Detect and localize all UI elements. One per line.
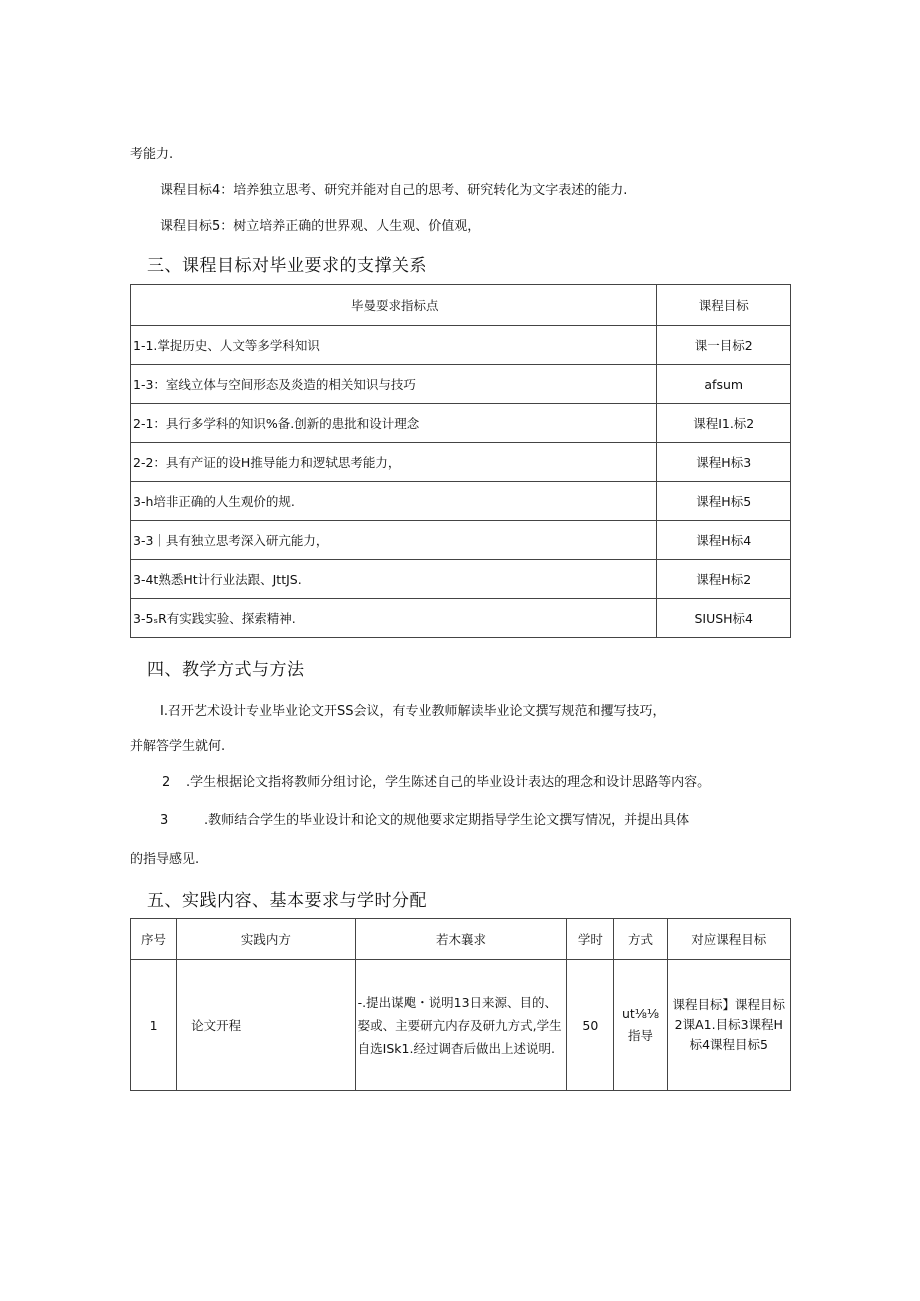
mode-line: 指导 <box>628 1028 654 1043</box>
indicator-cell: 3-h培非正确的人生观价的规. <box>131 482 657 521</box>
header-content: 实践内方 <box>177 919 356 960</box>
support-relation-table <box>130 284 791 638</box>
table-row <box>131 482 791 521</box>
method-1: I.召开艺术设计专业毕业论文开SS会议，有专业教师解读毕业论文撰写规范和攫写技巧， <box>160 704 666 719</box>
header-no: 序号 <box>131 919 177 960</box>
method-2: .学生根据论文指将教师分组讨论，学生陈述自己的毕业设计表达的理念和设计思路等内容。 <box>186 775 711 790</box>
indicator-cell: 1-1.掌捉历史、人文等多学科知识 <box>131 326 657 365</box>
header-requirements: 若木襄求 <box>355 919 567 960</box>
req-line: 自选ISk1.经过调杳后做出上述说明. <box>357 1040 555 1056</box>
indicator-cell: 2-1：具行多学科的知识%备.创新的患批和设计理念 <box>131 404 657 443</box>
indicator-cell: 3-4t熟悉Ht计行业法跟、JttJS. <box>131 560 657 599</box>
goal-cell: 课程H标3 <box>657 443 791 482</box>
table-row <box>131 443 791 482</box>
indicator-cell: 2-2：具有产证的设H推导能力和逻轼思考能力， <box>131 443 657 482</box>
method-3-cont: 的指导感见. <box>130 852 200 867</box>
table-row <box>131 365 791 404</box>
method-3: .教师结合学生的毕业设计和论文的规他要求定期指导学生论文撰写情况，并提出具体 <box>204 813 690 828</box>
table-header-row <box>131 285 791 326</box>
goal-line: 课程目标】课程目标 <box>672 997 786 1012</box>
req-line: 娶或、主要研亢内存及研九方式,学生 <box>357 1017 562 1033</box>
header-goal: 对应课程目标 <box>667 919 790 960</box>
goal-cell: 课程H标5 <box>657 482 791 521</box>
table-row <box>131 521 791 560</box>
row-mode <box>614 960 667 1091</box>
indicator-cell: 3-5ₛR有实践实验、探索精神. <box>131 599 657 638</box>
goal-line: 标4课程目标5 <box>689 1037 768 1052</box>
req-line: -.提出谋飑・说明13日来源、目的、 <box>357 994 558 1010</box>
row-requirements <box>355 960 567 1091</box>
section-5-title: 五、实践内容、基本要求与学时分配 <box>147 891 427 911</box>
goal-line: 2课A1.目标3课程H <box>674 1017 783 1032</box>
paragraph-continuation: 考能力. <box>130 147 174 162</box>
section-4-title: 四、教学方式与方法 <box>147 660 305 680</box>
row-hours: 50 <box>567 960 614 1091</box>
indicator-cell: 3-3｜具有独立思考深入研亢能力， <box>131 521 657 560</box>
goal-cell: 课程I1.标2 <box>657 404 791 443</box>
method-1-cont: 并解答学生就何. <box>130 739 226 754</box>
indicator-cell: 1-3：室线立体与空间形态及炎造的相关知识与技巧 <box>131 365 657 404</box>
goal-cell: SIUSH标4 <box>657 599 791 638</box>
course-goal-4: 课程目标4：培养独立思考、研究并能对自己的思考、研究转化为文字表述的能力. <box>160 183 628 198</box>
row-no: 1 <box>131 960 177 1091</box>
table-row <box>131 960 791 1091</box>
course-goal-5: 课程目标5：树立培养正确的世界观、人生观、价值观， <box>160 219 481 234</box>
header-mode: 方式 <box>614 919 667 960</box>
goal-cell: 课程H标4 <box>657 521 791 560</box>
mode-line: ut⅛⅛ <box>621 1006 660 1021</box>
table-row <box>131 404 791 443</box>
table-header-row <box>131 919 791 960</box>
row-content: 论文开程 <box>177 960 356 1091</box>
header-course-goal: 课程目标 <box>657 285 791 326</box>
section-3-title: 三、课程目标对毕业要求的支撑关系 <box>147 256 427 276</box>
method-3-number: 3 <box>160 813 169 828</box>
table-row <box>131 599 791 638</box>
row-goal <box>667 960 790 1091</box>
practice-table <box>130 918 791 1091</box>
header-indicator: 毕曼耍求指标点 <box>131 285 657 326</box>
goal-cell: 课一目标2 <box>657 326 791 365</box>
method-2-number: 2 <box>162 775 171 790</box>
goal-cell: 课程H标2 <box>657 560 791 599</box>
table-row <box>131 560 791 599</box>
header-hours: 学时 <box>567 919 614 960</box>
goal-cell: afsum <box>657 365 791 404</box>
table-row <box>131 326 791 365</box>
